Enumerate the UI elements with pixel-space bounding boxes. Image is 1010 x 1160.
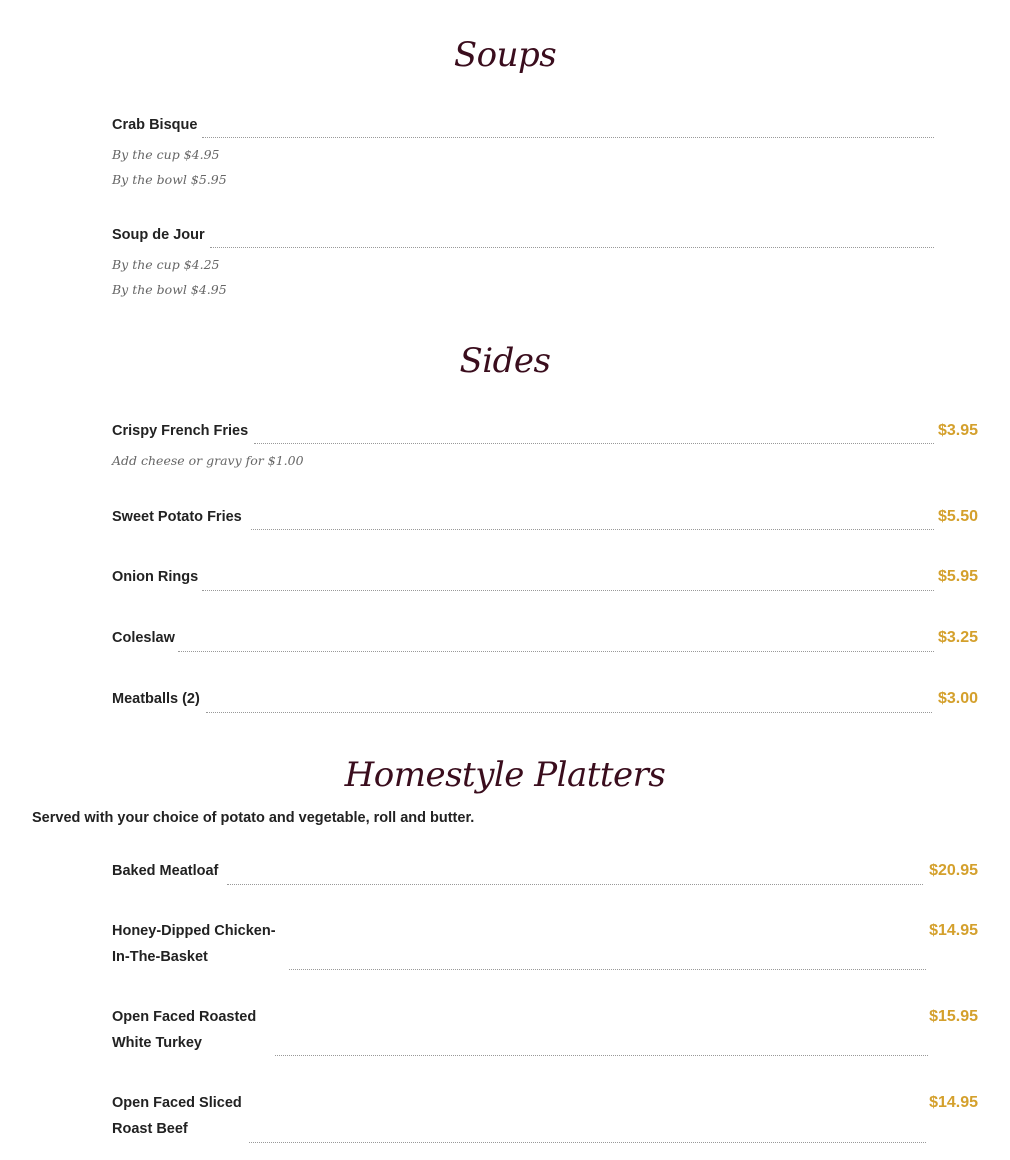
dotted-leader [178,651,934,652]
item-price: $3.95 [937,422,978,439]
dotted-leader [251,529,934,530]
dotted-leader [249,1142,926,1143]
item-description: Add cheese or gravy for $1.00 [112,453,304,468]
item-price-line: By the cup $4.95 [112,147,220,162]
item-name: Sweet Potato Fries [112,504,244,530]
dotted-leader [206,712,932,713]
item-name: Meatballs (2) [112,686,202,712]
dotted-leader [202,137,934,138]
item-name: Soup de Jour [112,222,207,248]
menu-item-roast-beef [112,1090,978,1142]
item-price: $14.95 [929,1094,978,1111]
item-name: Baked Meatloaf [112,858,220,884]
platters-intro: Served with your choice of potato and vegetable, roll and butter. [32,810,475,826]
item-name: Honey-Dipped Chicken-In-The-Basket [112,918,289,970]
item-price: $5.50 [937,508,978,525]
item-price: $5.95 [937,568,978,585]
menu-item-crispy-french-fries [112,418,978,473]
menu-item-crab-bisque [112,112,978,192]
dotted-leader [202,590,934,591]
item-name: Crab Bisque [112,112,199,138]
menu-item-meatballs [112,686,978,712]
menu-item-baked-meatloaf [112,858,978,884]
item-price: $14.95 [929,922,978,939]
dotted-leader [210,247,934,248]
item-name: Crispy French Fries [112,418,250,444]
item-name: Onion Rings [112,564,200,590]
menu-item-sweet-potato-fries [112,504,978,530]
item-price: $20.95 [929,862,978,879]
item-price-line: By the cup $4.25 [112,257,220,272]
dotted-leader [264,1055,928,1056]
item-name: Open Faced Roasted White Turkey [112,1004,274,1056]
item-name: Coleslaw [112,625,177,651]
item-price: $15.95 [929,1008,978,1025]
menu-item-roasted-turkey [112,1004,978,1056]
menu-item-chicken-in-the-basket [112,918,978,970]
menu-item-coleslaw [112,625,978,651]
section-title-platters: Homestyle Platters [344,755,666,795]
item-name: Open Faced Sliced Roast Beef [112,1090,259,1142]
item-price-line: By the bowl $5.95 [112,172,227,187]
dotted-leader [254,443,934,444]
item-price-line: By the bowl $4.95 [112,282,227,297]
menu-item-onion-rings [112,564,978,590]
section-title-soups: Soups [453,35,557,75]
section-title-sides: Sides [459,341,551,381]
menu-item-soup-de-jour [112,222,978,302]
item-price: $3.25 [937,629,978,646]
item-price: $3.00 [937,690,978,707]
dotted-leader [280,969,926,970]
dotted-leader [227,884,923,885]
